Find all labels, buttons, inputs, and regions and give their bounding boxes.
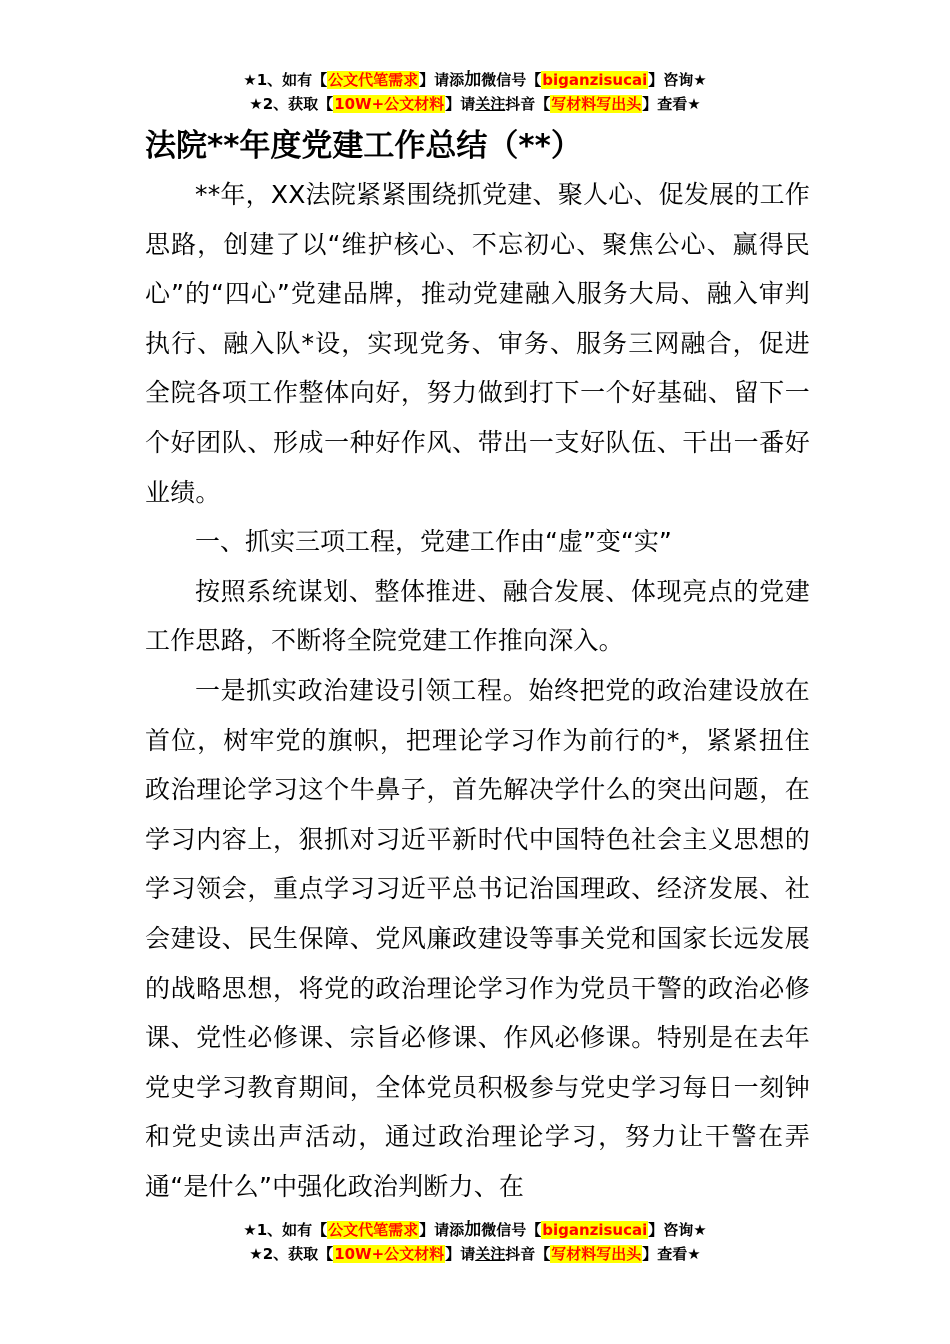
promo-wechat-id: biganzisucai	[542, 71, 648, 89]
promo-highlight: 公文代笔需求	[328, 1221, 419, 1239]
body-paragraph: 一是抓实政治建设引领工程。始终把党的政治建设放在首位，树牢党的旗帜，把理论学习作为前行的*，紧紧扭住政治理论学习这个牛鼻子，首先解决学什么的突出问题，在学习内容上，狠抓对习近平新时代中国特色社会主义思想的学习领会，重点学习习近平总书记治国理政、经济发展、社会建设、民生保障、党风廉政建设等事关党和国家长远发展的战略思想，将党的政治理论学习作为党员干警的政治必修课、党性必修课、宗旨必修课、作风必修课。特别是在去年党史学习教育期间，全体党员积极参与党史学习每日一刻钟和党史读出声活动，通过政治理论学习，努力让干警在弄通“是什么”中强化政治判断力、在	[145, 675, 810, 1201]
promo-wechat-id: biganzisucai	[542, 1221, 648, 1239]
promo-line-2: ★2、获取【10W+公文材料】请关注抖音【写材料写出头】查看★	[249, 1245, 701, 1263]
bottom-promo-banner	[0, 1218, 950, 1266]
promo-highlight: 10W+公文材料	[334, 95, 445, 113]
document-body	[145, 122, 810, 1211]
section-heading: 一、抓实三项工程，党建工作由“虚”变“实”	[195, 527, 672, 557]
promo-highlight: 公文代笔需求	[328, 71, 419, 89]
promo-highlight: 10W+公文材料	[334, 1245, 445, 1263]
body-paragraph: 按照系统谋划、整体推进、融合发展、体现亮点的党建工作思路，不断将全院党建工作推向深入。	[145, 576, 810, 656]
promo-line-2: ★2、获取【10W+公文材料】请关注抖音【写材料写出头】查看★	[249, 95, 701, 113]
promo-line-1: ★1、如有【公文代笔需求】请添加微信号【biganzisucai】咨询★	[243, 1220, 707, 1240]
promo-line-1: ★1、如有【公文代笔需求】请添加微信号【biganzisucai】咨询★	[243, 70, 707, 90]
document-title: 法院**年度党建工作总结（**）	[145, 128, 582, 164]
promo-douyin-id: 写材料写出头	[551, 1245, 642, 1263]
intro-paragraph: **年，XX法院紧紧围绕抓党建、聚人心、促发展的工作思路，创建了以“维护核心、不忘初心、聚焦公心、赢得民心”的“四心”党建品牌，推动党建融入服务大局、融入审判执行、融入队*设，实现党务、审务、服务三网融合，促进全院各项工作整体向好，努力做到打下一个好基础、留下一个好团队、形成一种好作风、带出一支好队伍、干出一番好业绩。	[145, 180, 810, 507]
top-promo-banner	[0, 68, 950, 116]
promo-douyin-id: 写材料写出头	[551, 95, 642, 113]
